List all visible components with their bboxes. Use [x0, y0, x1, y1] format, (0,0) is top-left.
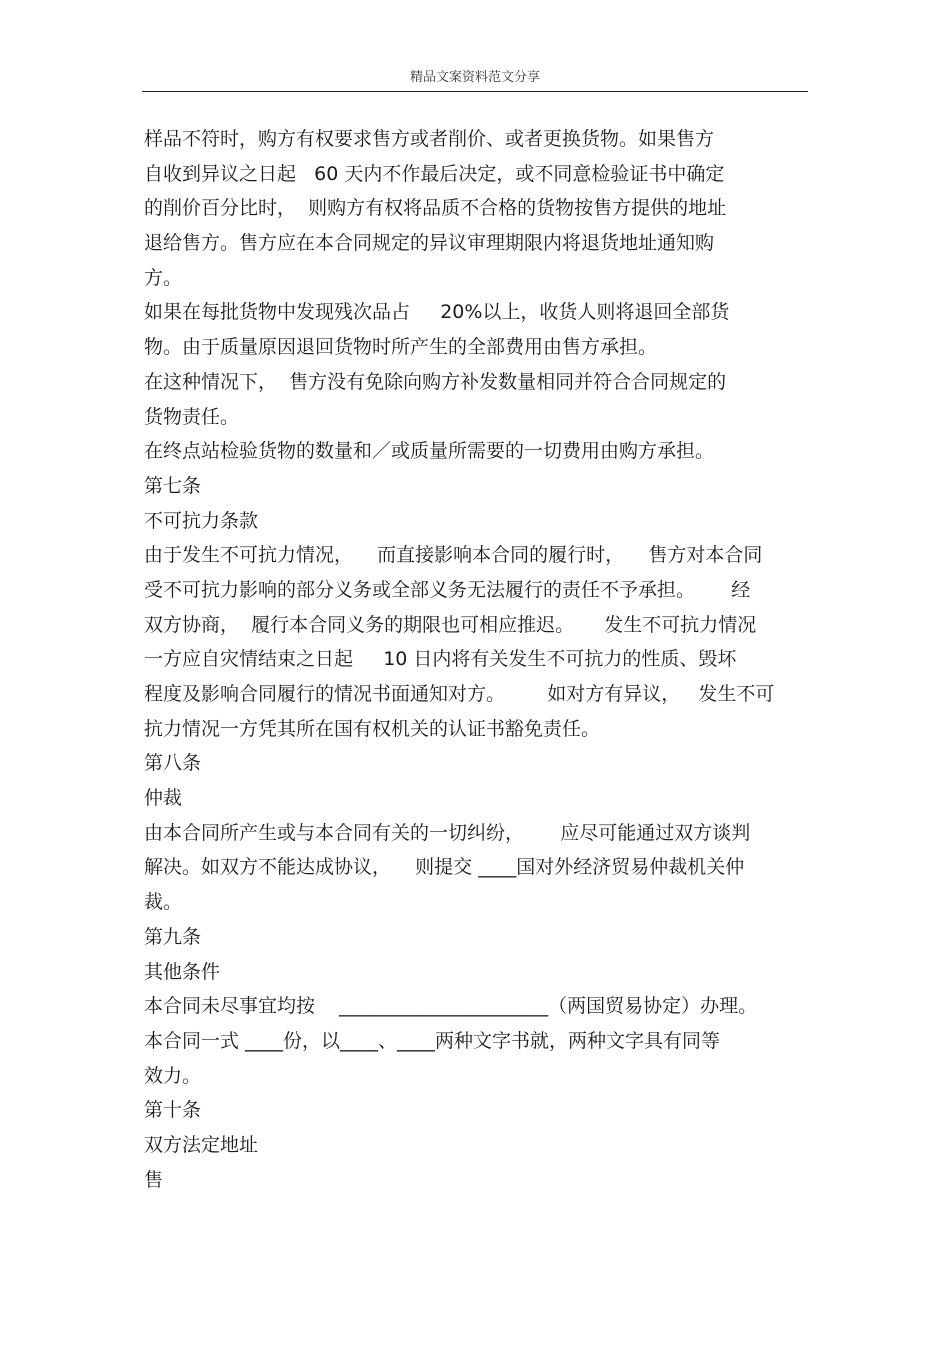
text-line: 由本合同所产生或与本合同有关的一切纠纷， 应尽可能通过双方谈判: [144, 821, 751, 844]
text-line: 退给售方。售方应在本合同规定的异议审理期限内将退货地址通知购: [144, 232, 715, 255]
text-line: 抗力情况一方凭其所在国有权机关的认证书豁免责任。: [144, 717, 601, 740]
text-line: 一方应自灾情结束之日起 10 日内将有关发生不可抗力的性质、毁坏: [144, 648, 737, 671]
text-line: 第八条: [144, 752, 202, 775]
header-rule: [142, 91, 808, 92]
text-line: 第十条: [144, 1099, 202, 1122]
text-line: 裁。: [144, 891, 183, 914]
text-line: 方。: [144, 266, 183, 289]
text-line: 解决。如双方不能达成协议， 则提交 ____国对外经济贸易仲裁机关仲: [144, 856, 745, 879]
text-line: 在这种情况下， 售方没有免除向购方补发数量相同并符合合同规定的: [144, 370, 727, 393]
text-line: 售: [144, 1168, 164, 1191]
text-line: 双方协商， 履行本合同义务的期限也可相应推迟。 发生不可抗力情况: [144, 613, 757, 636]
text-line: 受不可抗力影响的部分义务或全部义务无法履行的责任不予承担。 经: [144, 578, 751, 601]
text-line: 效力。: [144, 1064, 202, 1087]
text-line: 第九条: [144, 925, 202, 948]
text-line: 双方法定地址: [144, 1133, 259, 1156]
text-line: 物。由于质量原因退回货物时所产生的全部费用由售方承担。: [144, 336, 658, 359]
text-line: 本合同一式 ____份，以____、____两种文字书就，两种文字具有同等: [144, 1029, 721, 1052]
text-line: 其他条件: [144, 960, 221, 983]
text-line: 程度及影响合同履行的情况书面通知对方。 如对方有异议， 发生不可: [144, 683, 775, 705]
text-line: 由于发生不可抗力情况， 而直接影响本合同的履行时， 售方对本合同: [144, 544, 763, 567]
text-line: 样品不符时，购方有权要求售方或者削价、或者更换货物。如果售方: [144, 128, 715, 150]
text-line: 自收到异议之日起 60 天内不作最后决定，或不同意检验证书中确定: [144, 162, 725, 185]
text-line: 如果在每批货物中发现残次品占 20%以上，收货人则将退回全部货: [144, 301, 730, 324]
text-line: 在终点站检验货物的数量和／或质量所需要的一切费用由购方承担。: [144, 440, 715, 463]
page-header: 精品文案资料范文分享: [409, 70, 540, 85]
text-line: 本合同未尽事宜均按 ______________________（两国贸易协定）办理。: [144, 995, 758, 1018]
text-line: 第七条: [144, 474, 202, 497]
text-line: 仲裁: [144, 787, 183, 810]
text-line: 不可抗力条款: [144, 509, 259, 532]
document-body: [144, 122, 812, 1197]
text-line: 货物责任。: [144, 405, 240, 428]
text-line: 的削价百分比时， 则购方有权将品质不合格的货物按售方提供的地址: [144, 197, 727, 220]
